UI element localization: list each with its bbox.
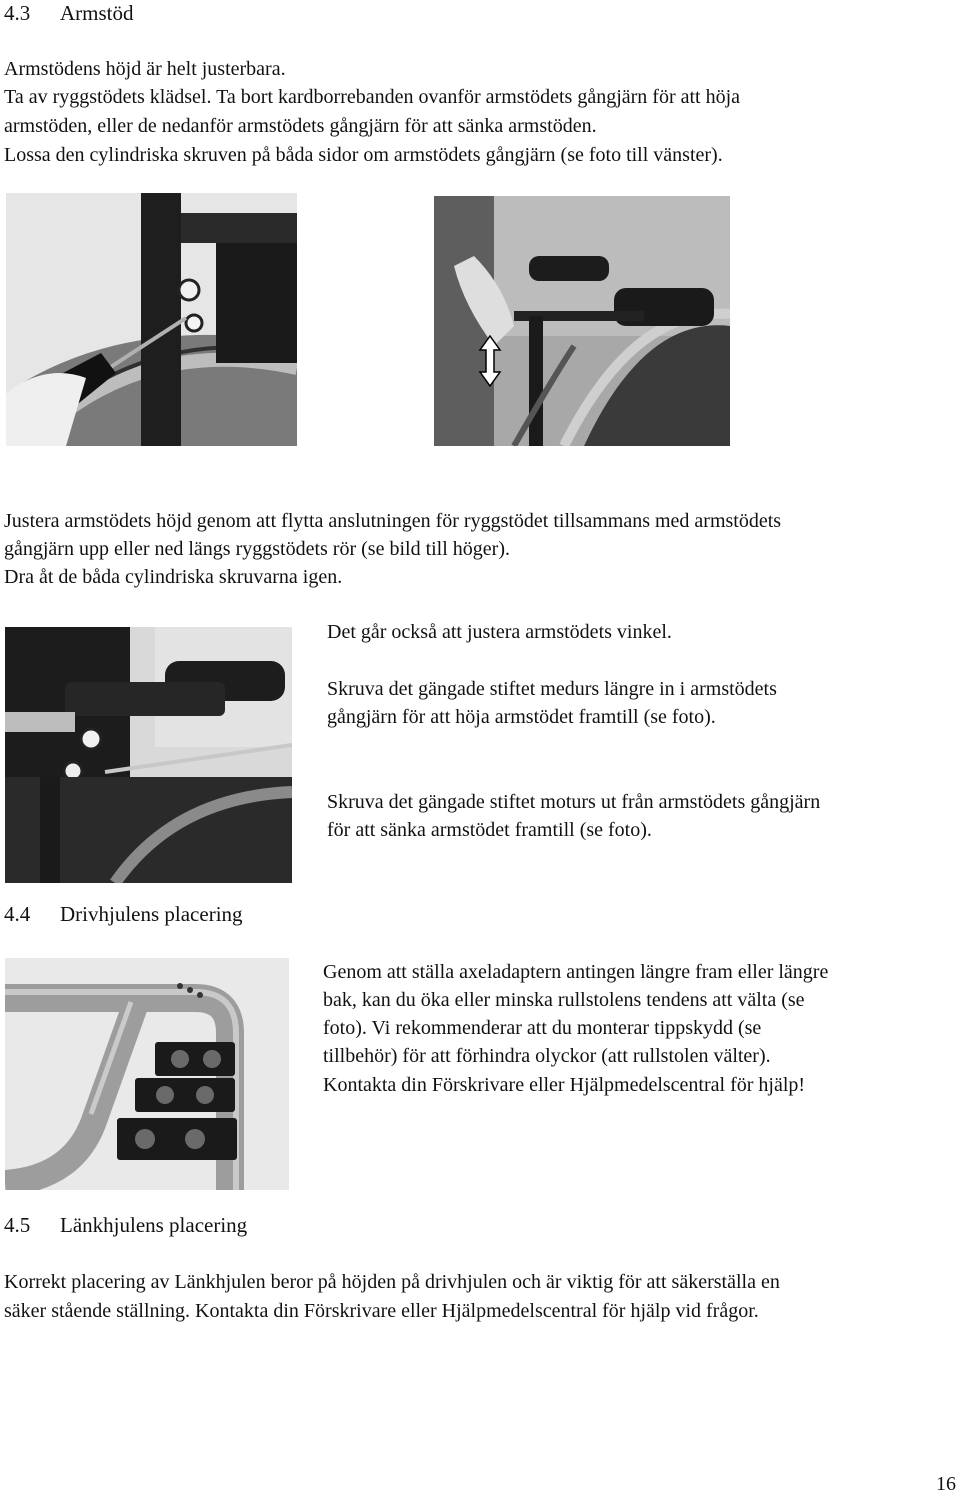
raise-line-1: Skruva det gängade stiftet medurs längre in i armstödets bbox=[327, 678, 777, 700]
angle-intro: Det går också att justera armstödets vinkel. bbox=[327, 621, 672, 643]
section-title: Armstöd bbox=[60, 1, 134, 25]
wheel-line-4: tillbehör) för att förhindra olyckor (att rullstolen välter). bbox=[323, 1045, 771, 1067]
page-number: 16 bbox=[936, 1473, 956, 1495]
adjust-line-3: Dra åt de båda cylindriska skruvarna igen. bbox=[4, 566, 343, 588]
section-heading-4-4 bbox=[4, 901, 243, 927]
caster-line-2: säker stående ställning. Kontakta din Förskrivare eller Hjälpmedelscentral för hjälp vid frågor. bbox=[4, 1300, 759, 1322]
section-title: Drivhjulens placering bbox=[60, 902, 243, 926]
section-number: 4.3 bbox=[4, 1, 31, 25]
photo-loosen-screw bbox=[6, 193, 297, 446]
wheel-line-5: Kontakta din Förskrivare eller Hjälpmedelscentral för hjälp! bbox=[323, 1074, 806, 1096]
caster-line-1: Korrekt placering av Länkhjulen beror på höjden på drivhjulen och är viktig för att säkerställa en bbox=[4, 1271, 780, 1293]
intro-line-4: Lossa den cylindriska skruven på båda sidor om armstödets gångjärn (se foto till vänster). bbox=[4, 144, 723, 166]
wheel-line-1: Genom att ställa axeladaptern antingen längre fram eller längre bbox=[323, 961, 829, 983]
adjust-line-1: Justera armstödets höjd genom att flytta anslutningen för ryggstödet tillsammans med armstödets bbox=[4, 510, 782, 532]
wheel-line-2: bak, kan du öka eller minska rullstolens tendens att välta (se bbox=[323, 989, 805, 1011]
adjust-line-2: gångjärn upp eller ned längs ryggstödets rör (se bild till höger). bbox=[4, 538, 510, 560]
section-heading-4-5 bbox=[4, 1212, 247, 1238]
intro-line-1: Armstödens höjd är helt justerbara. bbox=[4, 58, 286, 80]
section-number: 4.4 bbox=[4, 902, 31, 926]
photo-move-armrest bbox=[434, 196, 730, 446]
lower-line-2: för att sänka armstödet framtill (se foto). bbox=[327, 819, 652, 841]
lower-line-1: Skruva det gängade stiftet moturs ut från armstödets gångjärn bbox=[327, 791, 821, 813]
photo-angle-adjust bbox=[5, 627, 292, 883]
section-heading-4-3 bbox=[4, 0, 134, 26]
section-number: 4.5 bbox=[4, 1213, 31, 1237]
wheel-line-3: foto). Vi rekommenderar att du monterar tippskydd (se bbox=[323, 1017, 762, 1039]
intro-line-3: armstöden, eller de nedanför armstödets gångjärn för att sänka armstöden. bbox=[4, 115, 597, 137]
section-title: Länkhjulens placering bbox=[60, 1213, 248, 1237]
photo-axle-adapter bbox=[5, 958, 289, 1190]
intro-line-2: Ta av ryggstödets klädsel. Ta bort kardborrebanden ovanför armstödets gångjärn för att höja bbox=[4, 86, 741, 108]
raise-line-2: gångjärn för att höja armstödet framtill (se foto). bbox=[327, 706, 716, 728]
